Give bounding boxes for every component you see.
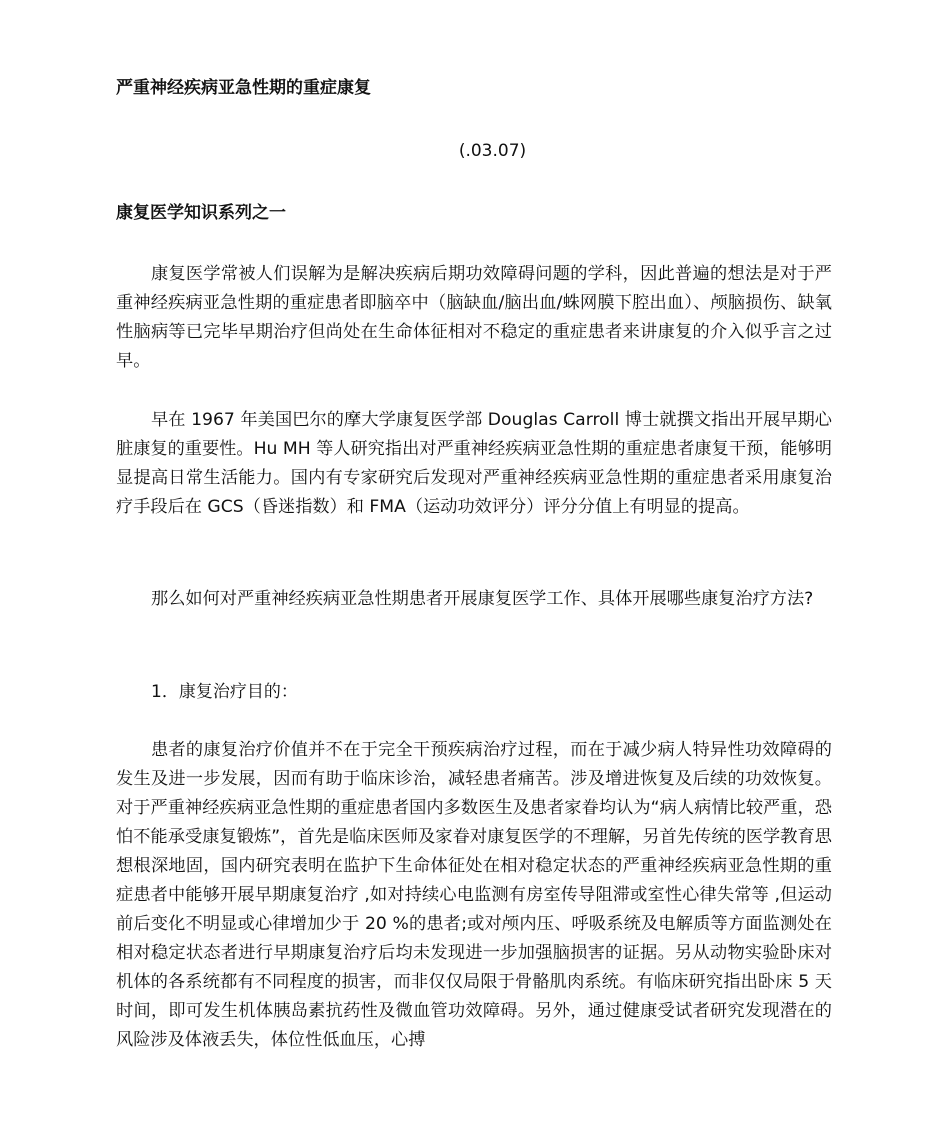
document-date: (.03.07) [458,141,527,161]
paragraph-treatment-value: 患者的康复治疗价值并不在于完全干预疾病治疗过程，而在于减少病人特异性功效障碍的发生及进一步发展，因而有助于临床诊治，减轻患者痛苦。涉及增进恢复及后续的功效恢复。对于严重神经疾病亚急性期的重症患者国内多数医生及患者家眷均认为“病人病情比较严重，恐怕不能承受康复锻炼”，首先是临床医师及家眷对康复医学的不理解，另首先传统的医学教育思想根深地固，国内研究表明在监护下生命体征处在相对稳定状态的严重神经疾病亚急性期的重症患者中能够开展早期康复治疗 ,如对持续心电监测有房室传导阻滞或室性心律失常等 ,但运动前后变化不明显或心律增加少于 20 %的患者;或对颅内压、呼吸系统及电解质等方面监测处在相对稳定状态者进行早期康复治疗后均未发现进一步加强脑损害的证据。另从动物实验卧床对机体的各系统都有不同程度的损害，而非仅仅局限于骨骼肌肉系统。有临床研究指出卧床 5 天时间，即可发生机体胰岛素抗药性及微血管功效障碍。另外，通过健康受试者研究发现潜在的风险涉及体液丢失，体位性低血压，心搏 [116,740,832,1050]
paragraph-question: 那么如何对严重神经疾病亚急性期患者开展康复医学工作、具体开展哪些康复治疗方法? [151,589,814,609]
document-title: 严重神经疾病亚急性期的重症康复 [116,78,371,98]
document-subtitle: 康复医学知识系列之一 [116,203,286,223]
paragraph-intro: 康复医学常被人们误解为是解决疾病后期功效障碍问题的学科，因此普遍的想法是对于严重神经疾病亚急性期的重症患者即脑卒中（脑缺血/脑出血/蛛网膜下腔出血）、颅脑损伤、缺氧性脑病等已完毕早期治疗但尚处在生命体征相对不稳定的重症患者来讲康复的介入似乎言之过早。 [116,264,832,371]
list-item-treatment-goal: 1．康复治疗目的： [151,682,298,702]
paragraph-history: 早在 1967 年美国巴尔的摩大学康复医学部 Douglas Carroll 博士就撰文指出开展早期心脏康复的重要性。Hu MH 等人研究指出对严重神经疾病亚急性期的重症患者康复干预，能够明显提高日常生活能力。国内有专家研究后发现对严重神经疾病亚急性期的重症患者采用康复治疗手段后在 GCS（昏迷指数）和 FMA（运动功效评分）评分分值上有明显的提高。 [116,410,832,517]
